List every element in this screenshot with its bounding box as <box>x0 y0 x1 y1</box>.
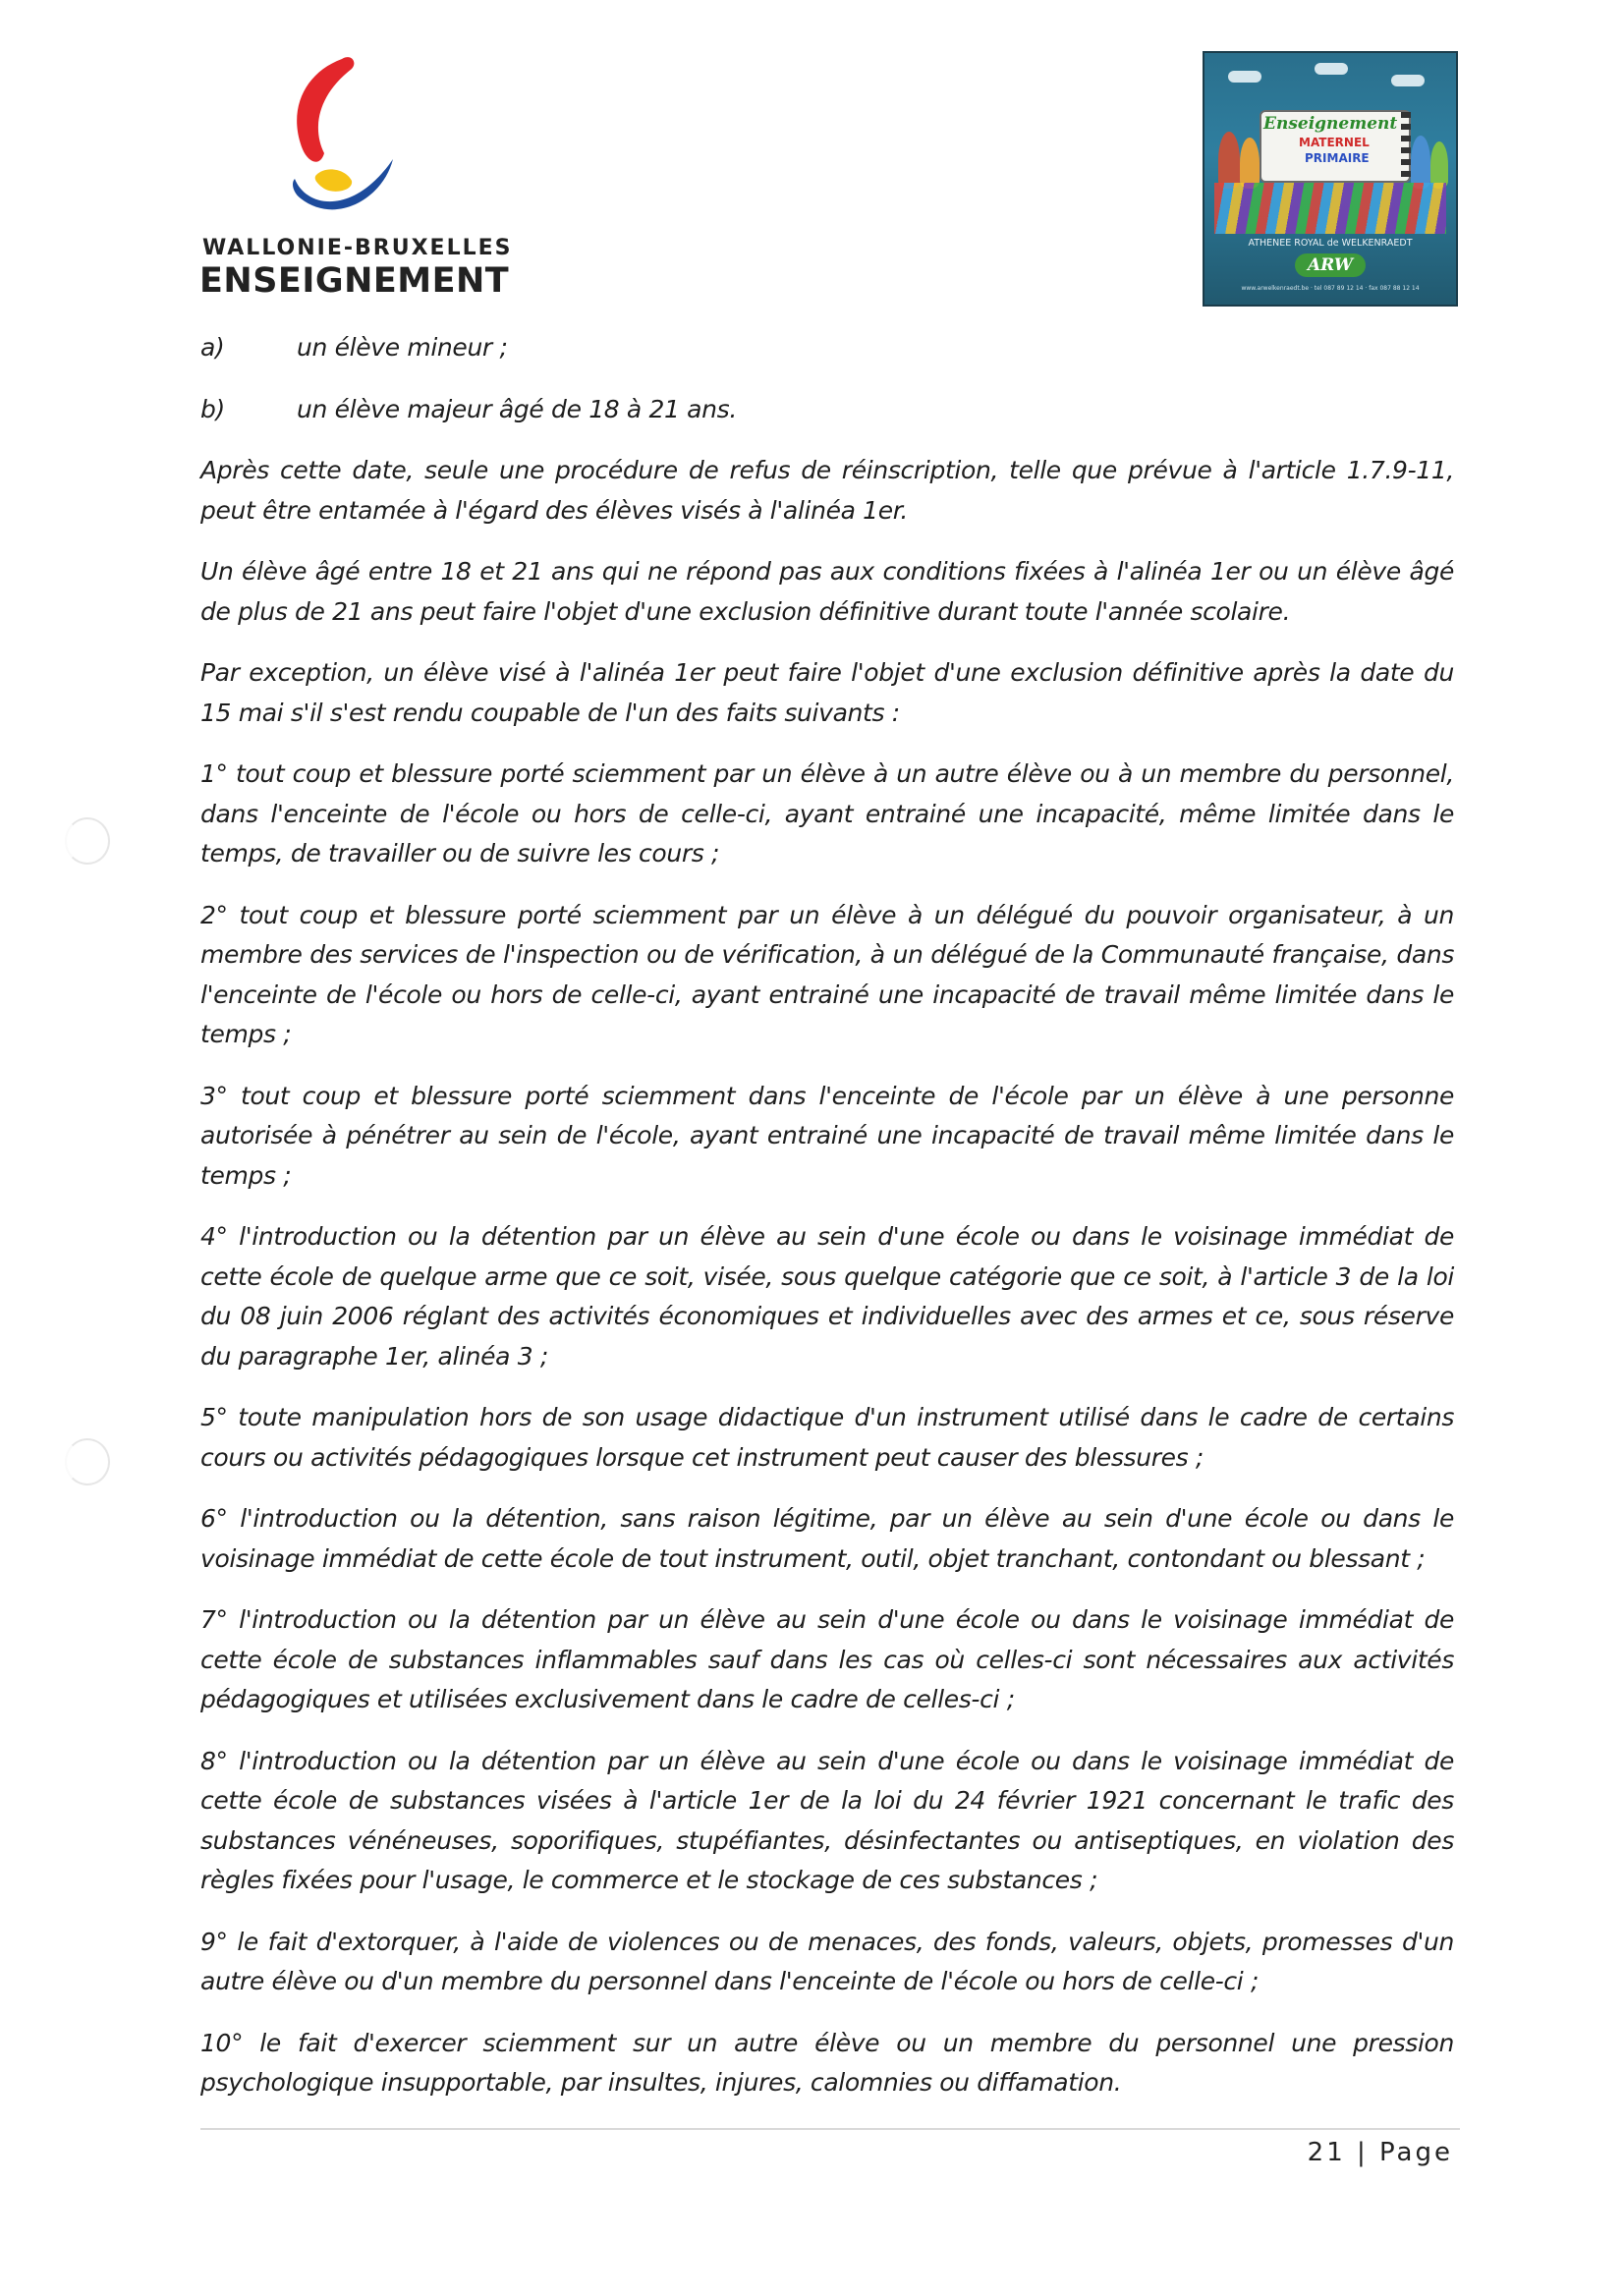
school-poster-image <box>1203 51 1458 307</box>
document-body <box>200 328 1454 2103</box>
cloud-icon <box>1315 63 1348 75</box>
child-figure-icon <box>1218 132 1240 189</box>
footer-divider <box>200 2128 1460 2130</box>
list-item-text: un élève majeur âgé de 18 à 21 ans. <box>297 394 737 423</box>
list-item <box>200 390 1454 430</box>
logo-swoosh-icon <box>265 51 403 228</box>
spiral-graphic <box>1401 112 1411 181</box>
clause-2: 2° tout coup et blessure porté sciemment par un élève à un délégué du pouvoir organisateur, à un membre des services de l'inspection ou de vérification, à un délégué de la Communauté française, dans l'enceinte de l'école ou hors de celle-ci, ayant entrainé une incapacité de travail même limitée dans le temps ; <box>200 900 1454 1048</box>
list-item-label: a) <box>200 333 225 362</box>
clause-4: 4° l'introduction ou la détention par un élève au sein d'une école ou dans le voisinage immédiat de cette école de quelque arme que ce soit, visée, sous quelque catégorie que ce soit, à l'article 3 de la loi du 08 juin 2006 réglant des activités économiques et individuelles avec des armes et ce, sous réserve du paragraphe 1er, alinéa 3 ; <box>200 1222 1454 1371</box>
clause-5: 5° toute manipulation hors de son usage didactique d'un instrument utilisé dans le cadre de certains cours ou activités pédagogiques lorsque cet instrument peut causer des blessures ; <box>200 1403 1454 1472</box>
child-figure-icon <box>1430 141 1448 189</box>
poster-school-name: ATHENEE ROYAL de WELKENRAEDT <box>1248 238 1413 249</box>
poster-line-3: PRIMAIRE <box>1305 151 1370 165</box>
paragraph: Après cette date, seule une procédure de refus de réinscription, telle que prévue à l'article 1.7.9-11, peut être entamée à l'égard des élèves visés à l'alinéa 1er. <box>200 456 1454 525</box>
child-figure-icon <box>1411 136 1430 189</box>
poster-line-2: MATERNEL <box>1299 136 1370 149</box>
clause-10: 10° le fait d'exercer sciemment sur un autre élève ou un membre du personnel une pression psychologique insupportable, par insultes, injures, calomnies ou diffamation. <box>200 2028 1454 2097</box>
clause-8: 8° l'introduction ou la détention par un élève au sein d'une école ou dans le voisinage immédiat de cette école de substances visées à l'article 1er de la loi du 24 février 1921 concernant le trafic des substances vénéneuses, soporifiques, stupéfiantes, désinfectantes ou antiseptiques, en violation des règles fixées pour l'usage, le commerce et le stockage de ces substances ; <box>200 1746 1454 1894</box>
page-number: 21 | Page <box>1307 2138 1453 2167</box>
punch-hole-mark <box>65 817 110 865</box>
clause-6: 6° l'introduction ou la détention, sans raison légitime, par un élève au sein d'une école ou dans le voisinage immédiat de cette école de tout instrument, outil, objet tranchant, contondant ou blessant ; <box>200 1504 1454 1573</box>
punch-hole-mark <box>65 1438 110 1485</box>
clause-9: 9° le fait d'extorquer, à l'aide de violences ou de menaces, des fonds, valeurs, objets, promesses d'un autre élève ou d'un membre du personnel dans l'enceinte de l'école ou hors de celle-ci ; <box>200 1927 1454 1995</box>
poster-contact: www.arwelkenraedt.be · tel 087 89 12 14 · fax 087 88 12 14 <box>1241 285 1420 292</box>
clause-1: 1° tout coup et blessure porté sciemment par un élève à un autre élève ou à un membre du personnel, dans l'enceinte de l'école ou hors de celle-ci, ayant entrainé une incapacité, même limitée dans le temps, de travailler ou de suivre les cours ; <box>200 759 1454 868</box>
cloud-icon <box>1228 71 1261 83</box>
clause-3: 3° tout coup et blessure porté sciemment dans l'enceinte de l'école par un élève à une personne autorisée à pénétrer au sein de l'école, ayant entrainé une incapacité de travail même limitée dans le temps ; <box>200 1081 1454 1190</box>
poster-badge: ARW <box>1295 253 1366 277</box>
wallonie-bruxelles-logo <box>196 51 513 307</box>
clause-7: 7° l'introduction ou la détention par un élève au sein d'une école ou dans le voisinage immédiat de cette école de substances inflammables sauf dans les cas où celles-ci sont nécessaires aux activités pédagogiques et utilisées exclusivement dans le cadre de celles-ci ; <box>200 1605 1454 1713</box>
logo-line-1: WALLONIE-BRUXELLES <box>202 236 513 260</box>
list-item-label: b) <box>200 394 225 423</box>
logo-line-2: ENSEIGNEMENT <box>199 261 510 301</box>
colorful-banner-graphic <box>1214 183 1446 234</box>
list-item-text: un élève mineur ; <box>297 333 508 362</box>
cloud-icon <box>1391 75 1425 86</box>
list-item <box>200 328 1454 368</box>
child-figure-icon <box>1240 138 1260 189</box>
paragraph: Par exception, un élève visé à l'alinéa 1er peut faire l'objet d'une exclusion définitive après la date du 15 mai s'il s'est rendu coupable de l'un des faits suivants : <box>200 658 1454 727</box>
poster-title: Enseignement <box>1263 114 1398 134</box>
paragraph: Un élève âgé entre 18 et 21 ans qui ne répond pas aux conditions fixées à l'alinéa 1er ou un élève âgé de plus de 21 ans peut faire l'objet d'une exclusion définitive durant toute l'année scolaire. <box>200 557 1454 626</box>
